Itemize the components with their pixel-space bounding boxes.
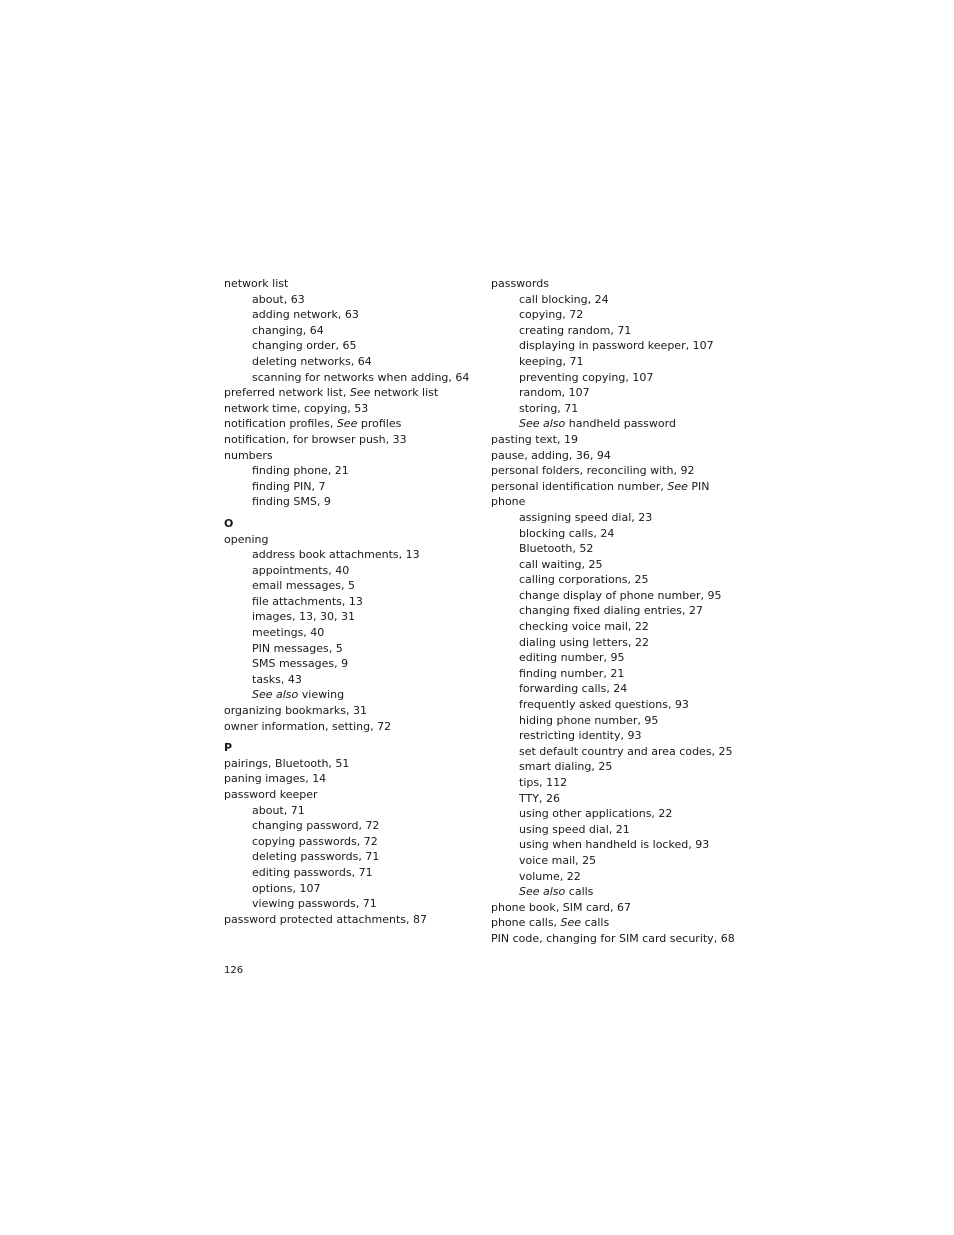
index-subentry bbox=[491, 557, 751, 573]
cross-reference-target: handheld password bbox=[565, 417, 676, 431]
entry-text: network list bbox=[224, 277, 289, 290]
index-entry bbox=[491, 915, 751, 931]
index-subentry bbox=[224, 625, 474, 641]
entry-text: blocking calls, 24 bbox=[519, 526, 615, 540]
index-subentry bbox=[491, 603, 751, 619]
index-entry bbox=[491, 448, 751, 464]
index-subentry bbox=[224, 881, 474, 897]
entry-text: tips, 112 bbox=[519, 776, 568, 789]
index-subentry bbox=[491, 775, 751, 791]
entry-text: options, 107 bbox=[252, 881, 321, 895]
index-subentry bbox=[224, 292, 474, 308]
index-entry bbox=[491, 494, 751, 510]
index-subentry bbox=[224, 672, 474, 688]
index-entry bbox=[224, 703, 474, 719]
index-subentry bbox=[491, 681, 751, 697]
entry-text: restricting identity, 93 bbox=[519, 729, 642, 743]
cross-reference-label: See bbox=[336, 417, 358, 431]
entry-text: change display of phone number, 95 bbox=[519, 588, 722, 602]
index-subentry bbox=[491, 510, 751, 526]
index-subentry bbox=[491, 728, 751, 744]
entry-text: paning images, 14 bbox=[224, 772, 327, 786]
entry-text: finding PIN, 7 bbox=[252, 479, 326, 493]
cross-reference-label: See also bbox=[519, 885, 566, 899]
entry-text: PIN messages, 5 bbox=[252, 641, 343, 655]
entry-text: finding number, 21 bbox=[519, 666, 625, 680]
index-subentry bbox=[224, 818, 474, 834]
entry-text: changing order, 65 bbox=[252, 339, 357, 353]
entry-text: creating random, 71 bbox=[519, 323, 632, 337]
entry-text: adding network, 63 bbox=[252, 308, 359, 322]
index-subentry bbox=[491, 307, 751, 323]
entry-text: changing fixed dialing entries, 27 bbox=[519, 604, 704, 618]
entry-text: deleting networks, 64 bbox=[252, 354, 372, 368]
cross-reference-target: viewing bbox=[298, 688, 345, 702]
entry-text: about, 71 bbox=[252, 803, 305, 817]
index-subentry bbox=[224, 687, 474, 703]
entry-text: random, 107 bbox=[519, 386, 590, 400]
entry-text: storing, 71 bbox=[519, 401, 579, 415]
index-entry bbox=[491, 432, 751, 448]
index-subentry bbox=[491, 619, 751, 635]
index-subentry bbox=[491, 697, 751, 713]
entry-text: organizing bookmarks, 31 bbox=[224, 704, 367, 718]
cross-reference-target: calls bbox=[581, 916, 610, 930]
index-entry bbox=[491, 900, 751, 916]
index-subentry bbox=[224, 656, 474, 672]
entry-text: PIN code, changing for SIM card security, 68 bbox=[491, 931, 735, 945]
index-subentry bbox=[491, 650, 751, 666]
entry-text: personal folders, reconciling with, 92 bbox=[491, 464, 695, 478]
index-subentry bbox=[491, 572, 751, 588]
index-section-letter: P bbox=[224, 741, 233, 755]
index-column-right bbox=[491, 276, 751, 947]
entry-text: dialing using letters, 22 bbox=[519, 635, 650, 649]
entry-text: about, 63 bbox=[252, 292, 305, 306]
entry-text: Bluetooth, 52 bbox=[519, 542, 594, 556]
entry-text: numbers bbox=[224, 448, 273, 462]
index-subentry bbox=[491, 292, 751, 308]
index-subentry bbox=[224, 865, 474, 881]
entry-text: opening bbox=[224, 532, 269, 546]
entry-text: checking voice mail, 22 bbox=[519, 620, 649, 634]
index-subentry bbox=[491, 338, 751, 354]
entry-text: pasting text, 19 bbox=[491, 432, 578, 446]
entry-text: email messages, 5 bbox=[252, 579, 355, 593]
index-subentry bbox=[491, 385, 751, 401]
entry-text: SMS messages, 9 bbox=[252, 657, 349, 671]
entry-text: password protected attachments, 87 bbox=[224, 912, 428, 926]
index-subentry bbox=[491, 869, 751, 885]
index-subentry bbox=[491, 791, 751, 807]
cross-reference-target: calls bbox=[565, 885, 594, 899]
entry-text: copying, 72 bbox=[519, 308, 584, 322]
entry-text: deleting passwords, 71 bbox=[252, 850, 380, 864]
page-number: 126 bbox=[224, 965, 244, 976]
cross-reference-label: See also bbox=[519, 417, 566, 431]
index-subentry bbox=[491, 588, 751, 604]
entry-text: file attachments, 13 bbox=[252, 594, 363, 608]
entry-text: using speed dial, 21 bbox=[519, 822, 630, 836]
index-column-left bbox=[224, 276, 474, 927]
entry-text: volume, 22 bbox=[519, 869, 581, 883]
index-subentry bbox=[491, 806, 751, 822]
entry-text: copying passwords, 72 bbox=[252, 834, 378, 848]
index-subentry bbox=[491, 635, 751, 651]
entry-text: pause, adding, 36, 94 bbox=[491, 448, 611, 462]
entry-text: preferred network list, bbox=[224, 386, 350, 400]
index-subentry bbox=[224, 609, 474, 625]
index-entry bbox=[224, 432, 474, 448]
entry-text: forwarding calls, 24 bbox=[519, 682, 628, 696]
entry-text: phone calls, bbox=[491, 916, 561, 930]
entry-text: finding SMS, 9 bbox=[252, 495, 331, 509]
entry-text: viewing passwords, 71 bbox=[252, 897, 377, 911]
cross-reference-label: See also bbox=[252, 688, 299, 702]
index-subentry bbox=[224, 641, 474, 657]
index-subentry bbox=[491, 401, 751, 417]
entry-text: voice mail, 25 bbox=[519, 853, 597, 867]
index-subentry bbox=[224, 494, 474, 510]
index-subentry bbox=[491, 713, 751, 729]
index-entry bbox=[491, 479, 751, 495]
index-subentry bbox=[224, 594, 474, 610]
entry-text: smart dialing, 25 bbox=[519, 760, 613, 774]
entry-text: calling corporations, 25 bbox=[519, 573, 649, 587]
entry-text: editing number, 95 bbox=[519, 651, 625, 665]
index-entry bbox=[224, 719, 474, 735]
cross-reference-label: See bbox=[667, 479, 688, 493]
index-entry bbox=[224, 385, 474, 401]
entry-text: call waiting, 25 bbox=[519, 557, 603, 571]
cross-reference-target: PIN bbox=[687, 479, 710, 493]
entry-text: meetings, 40 bbox=[252, 626, 325, 640]
entry-text: preventing copying, 107 bbox=[519, 370, 654, 384]
index-subentry bbox=[224, 563, 474, 579]
index-subentry bbox=[224, 803, 474, 819]
entry-text: changing, 64 bbox=[252, 323, 324, 337]
cross-reference-label: See bbox=[560, 916, 582, 930]
entry-text: frequently asked questions, 93 bbox=[519, 698, 689, 712]
entry-text: phone book, SIM card, 67 bbox=[491, 900, 632, 914]
index-subentry bbox=[491, 526, 751, 542]
index-subentry bbox=[224, 896, 474, 912]
index-subentry bbox=[491, 853, 751, 869]
entry-text: pairings, Bluetooth, 51 bbox=[224, 756, 350, 770]
entry-text: address book attachments, 13 bbox=[252, 548, 420, 562]
index-subentry bbox=[491, 541, 751, 557]
entry-text: hiding phone number, 95 bbox=[519, 713, 659, 727]
index-subentry bbox=[491, 323, 751, 339]
entry-text: scanning for networks when adding, 64 bbox=[252, 370, 470, 384]
index-entry bbox=[224, 448, 474, 464]
entry-text: owner information, setting, 72 bbox=[224, 719, 392, 733]
index-subentry bbox=[491, 884, 751, 900]
entry-text: appointments, 40 bbox=[252, 563, 350, 577]
index-section-letter: O bbox=[224, 516, 234, 530]
entry-text: images, 13, 30, 31 bbox=[252, 610, 355, 624]
index-entry bbox=[224, 787, 474, 803]
index-subentry bbox=[491, 416, 751, 432]
entry-text: notification, for browser push, 33 bbox=[224, 432, 407, 446]
index-entry bbox=[491, 463, 751, 479]
index-entry bbox=[224, 756, 474, 772]
entry-text: tasks, 43 bbox=[252, 672, 302, 686]
index-subentry bbox=[491, 759, 751, 775]
entry-text: phone bbox=[491, 495, 526, 509]
entry-text: password keeper bbox=[224, 788, 318, 801]
index-subentry bbox=[224, 463, 474, 479]
cross-reference-target: network list bbox=[370, 386, 439, 400]
index-subentry bbox=[491, 354, 751, 370]
entry-text: TTY, 26 bbox=[519, 791, 560, 805]
index-subentry bbox=[224, 323, 474, 339]
entry-text: passwords bbox=[491, 277, 549, 290]
entry-text: network time, copying, 53 bbox=[224, 401, 369, 415]
entry-text: call blocking, 24 bbox=[519, 292, 609, 306]
index-subentry bbox=[491, 744, 751, 760]
index-subentry bbox=[224, 547, 474, 563]
index-subentry bbox=[224, 834, 474, 850]
index-subentry bbox=[491, 370, 751, 386]
index-subentry bbox=[491, 837, 751, 853]
index-subentry bbox=[224, 307, 474, 323]
index-subentry bbox=[224, 338, 474, 354]
index-entry bbox=[491, 931, 751, 947]
entry-text: displaying in password keeper, 107 bbox=[519, 339, 714, 353]
index-subentry bbox=[224, 370, 474, 386]
index-entry bbox=[491, 276, 751, 292]
index-subentry bbox=[224, 479, 474, 495]
entry-text: using other applications, 22 bbox=[519, 807, 673, 821]
index-subentry bbox=[491, 822, 751, 838]
index-entry bbox=[224, 771, 474, 787]
entry-text: finding phone, 21 bbox=[252, 464, 349, 478]
entry-text: keeping, 71 bbox=[519, 354, 584, 368]
index-subentry bbox=[491, 666, 751, 682]
entry-text: set default country and area codes, 25 bbox=[519, 744, 733, 758]
entry-text: changing password, 72 bbox=[252, 819, 380, 833]
index-entry bbox=[224, 276, 474, 292]
cross-reference-target: profiles bbox=[357, 417, 402, 431]
entry-text: personal identification number, bbox=[491, 479, 668, 493]
entry-text: notification profiles, bbox=[224, 417, 337, 431]
index-entry bbox=[224, 416, 474, 432]
index-entry bbox=[224, 912, 474, 928]
entry-text: assigning speed dial, 23 bbox=[519, 510, 653, 524]
index-subentry bbox=[224, 578, 474, 594]
entry-text: using when handheld is locked, 93 bbox=[519, 838, 710, 852]
index-entry bbox=[224, 532, 474, 548]
index-subentry bbox=[224, 354, 474, 370]
cross-reference-label: See bbox=[349, 386, 371, 400]
index-subentry bbox=[224, 849, 474, 865]
index-entry bbox=[224, 401, 474, 417]
entry-text: editing passwords, 71 bbox=[252, 865, 373, 879]
